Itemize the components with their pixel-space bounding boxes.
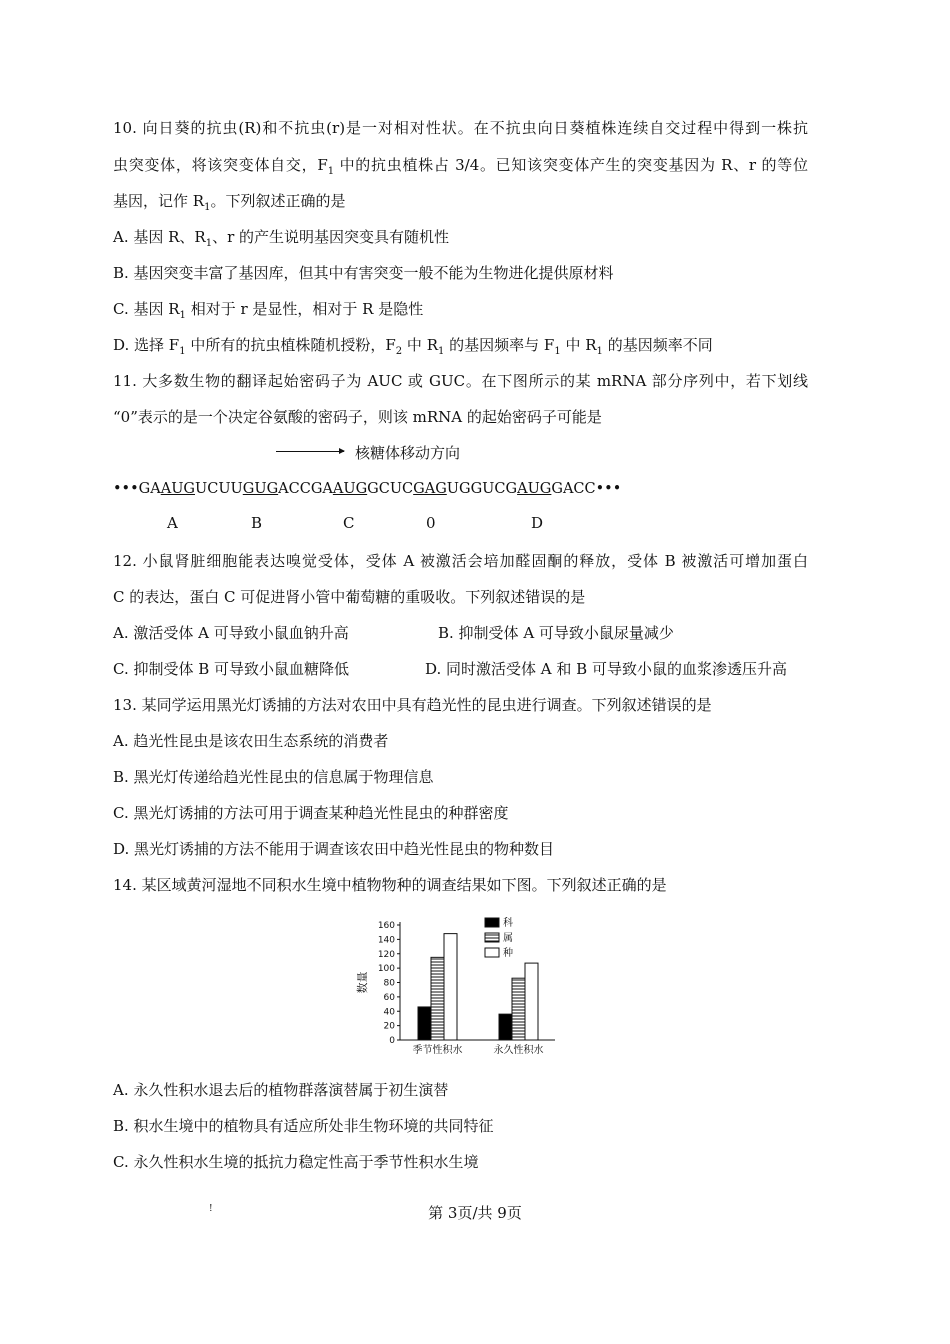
mrna-sequence: •••GAAUGUCUUGUGACCGAAUGGCUCGAGUGGUCGAUGGACC•••	[113, 481, 622, 497]
bar-permanent-species	[525, 963, 538, 1040]
q12-option-d: D. 同时激活受体 A 和 B 可导致小鼠的血浆渗透压升高	[425, 660, 787, 678]
bar-chart	[355, 913, 560, 1063]
y-tick-label: 100	[377, 964, 395, 975]
q11-stem-line1: 11. 大多数生物的翻译起始密码子为 AUC 或 GUC。在下图所示的某 mRNA 部分序列中，若下划线	[113, 372, 808, 390]
q10-option-b: B. 基因突变丰富了基因库，但其中有害突变一般不能为生物进化提供原材料	[113, 264, 614, 282]
q14-option-a: A. 永久性积水退去后的植物群落演替属于初生演替	[113, 1081, 449, 1099]
legend-label: 种	[503, 948, 513, 959]
q10-stem-line1: 10. 向日葵的抗虫(R)和不抗虫(r)是一对相对性状。在不抗虫向日葵植株连续自交过程中得到一株抗	[113, 119, 808, 137]
legend-label: 属	[503, 933, 513, 944]
x-category-label: 季节性积水	[412, 1045, 463, 1056]
q14-option-c: C. 永久性积水生境的抵抗力稳定性高于季节性积水生境	[113, 1153, 479, 1171]
y-tick-label: 40	[383, 1007, 395, 1018]
bar-permanent-family	[499, 1014, 512, 1040]
y-tick-label: 120	[377, 949, 395, 960]
q13-option-d: D. 黑光灯诱捕的方法不能用于调查该农田中趋光性昆虫的物种数目	[113, 840, 555, 858]
q12-stem-line2: C 的表达，蛋白 C 可促进肾小管中葡萄糖的重吸收。下列叙述错误的是	[113, 588, 586, 606]
legend-swatch	[485, 948, 499, 957]
codon-label-a: A	[167, 514, 178, 532]
q12-option-b: B. 抑制受体 A 可导致小鼠尿量减少	[438, 624, 674, 642]
codon-label-c: C	[343, 514, 355, 532]
q14-stem: 14. 某区域黄河湿地不同积水生境中植物物种的调查结果如下图。下列叙述正确的是	[113, 876, 667, 894]
q14-option-b: B. 积水生境中的植物具有适应所处非生物环境的共同特征	[113, 1117, 494, 1135]
arrow-right-icon	[276, 451, 344, 452]
codon-label-d: D	[531, 514, 544, 532]
y-tick-label: 80	[383, 978, 395, 989]
page-number: 第 3页/共 9页	[428, 1204, 522, 1222]
q12-option-a: A. 激活受体 A 可导致小鼠血钠升高	[113, 624, 349, 642]
q10-option-c: C. 基因 $R_1$ 相对于 r 是显性，相对于 R 是隐性	[113, 300, 424, 321]
y-axis-label: 数量	[356, 971, 369, 994]
q10-stem-line3: 基因，记作 $R_1$。下列叙述正确的是	[113, 192, 346, 213]
q13-option-c: C. 黑光灯诱捕的方法可用于调查某种趋光性昆虫的种群密度	[113, 804, 509, 822]
legend-swatch	[485, 933, 499, 942]
q13-option-b: B. 黑光灯传递给趋光性昆虫的信息属于物理信息	[113, 768, 434, 786]
q12-stem-line1: 12. 小鼠肾脏细胞能表达嗅觉受体，受体 A 被激活会培加醛固酮的释放，受体 B 被激活可增加蛋白	[113, 552, 808, 570]
y-tick-label: 0	[389, 1036, 395, 1046]
y-tick-label: 160	[377, 921, 395, 931]
q10-option-a: A. 基因 R、$R_1$、r 的产生说明基因突变具有随机性	[113, 228, 450, 249]
bar-seasonal-species	[444, 934, 457, 1040]
y-tick-label: 140	[377, 935, 395, 946]
ribosome-direction-label: 核糖体移动方向	[355, 444, 461, 462]
bar-permanent-genus	[512, 978, 525, 1040]
codon-label-0: 0	[426, 514, 436, 532]
bar-seasonal-family	[418, 1007, 431, 1040]
q12-option-c: C. 抑制受体 B 可导致小鼠血糖降低	[113, 660, 350, 678]
q10-stem-line2: 虫突变体，将该突变体自交，$F_1$ 中的抗虫植株占 3/4。已知该突变体产生的突变基因为 R、r 的等位	[113, 156, 808, 177]
bar-seasonal-genus	[431, 957, 444, 1040]
q11-stem-line2: “0”表示的是一个决定谷氨酸的密码子，则该 mRNA 的起始密码子可能是	[113, 408, 602, 426]
y-tick-label: 20	[383, 1021, 395, 1032]
codon-label-b: B	[251, 514, 263, 532]
x-category-label: 永久性积水	[493, 1045, 544, 1056]
legend-label: 科	[503, 918, 513, 929]
legend-swatch	[485, 918, 499, 927]
q10-option-d: D. 选择 $F_1$ 中所有的抗虫植株随机授粉，$F_2$ 中 $R_1$ 的基因频率与 $F_1$ 中 $R_1$ 的基因频率不同	[113, 336, 713, 357]
y-tick-label: 60	[383, 992, 395, 1003]
q13-option-a: A. 趋光性昆虫是该农田生态系统的消费者	[113, 732, 389, 750]
footer-mark: !	[209, 1204, 213, 1214]
q13-stem: 13. 某同学运用黑光灯诱捕的方法对农田中具有趋光性的昆虫进行调查。下列叙述错误的是	[113, 696, 712, 714]
